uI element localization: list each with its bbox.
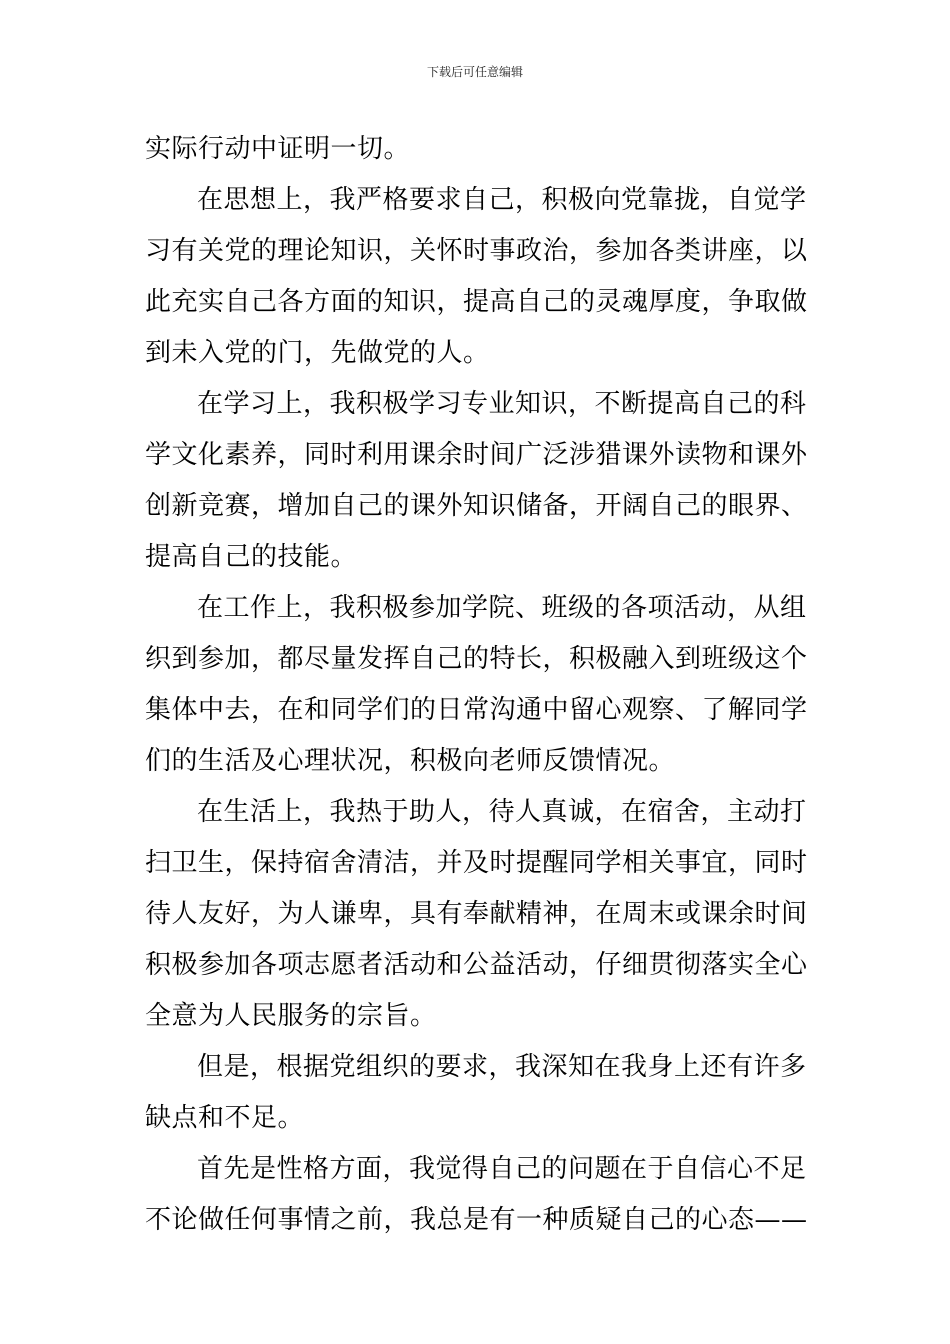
- paragraph-first-line: 首先是性格方面，我觉得自己的问题在于自信心不足: [197, 1154, 807, 1184]
- text-line: 待人友好，为人谦卑，具有奉献精神，在周末或课余时间: [145, 899, 808, 929]
- paragraph-first-line: 但是，根据党组织的要求，我深知在我身上还有许多: [197, 1052, 807, 1082]
- text-line: 提高自己的技能。: [145, 542, 358, 572]
- paragraph-first-line: 在工作上，我积极参加学院、班级的各项活动，从组: [197, 593, 807, 623]
- text-line: 扫卫生，保持宿舍清洁，并及时提醒同学相关事宜，同时: [145, 848, 808, 878]
- text-line: 缺点和不足。: [145, 1103, 305, 1133]
- text-line: 实际行动中证明一切。: [145, 134, 411, 164]
- text-line: 创新竞赛，增加自己的课外知识储备，开阔自己的眼界、: [145, 491, 808, 521]
- document-body: [145, 124, 810, 1246]
- text-line: 集体中去，在和同学们的日常沟通中留心观察、了解同学: [145, 695, 808, 725]
- paragraph-first-line: 在思想上，我严格要求自己，积极向党靠拢，自觉学: [197, 185, 807, 215]
- text-line: 学文化素养，同时利用课余时间广泛涉猎课外读物和课外: [145, 440, 808, 470]
- paragraph-first-line: 在学习上，我积极学习专业知识，不断提高自己的科: [197, 389, 807, 419]
- page-header: 下载后可任意编辑: [426, 65, 523, 79]
- text-line: 织到参加，都尽量发挥自己的特长，积极融入到班级这个: [145, 644, 808, 674]
- text-line: 不论做任何事情之前，我总是有一种质疑自己的心态——: [145, 1205, 808, 1235]
- text-line: 此充实自己各方面的知识，提高自己的灵魂厚度，争取做: [145, 287, 808, 317]
- paragraph-first-line: 在生活上，我热于助人，待人真诚，在宿舍，主动打: [197, 797, 807, 827]
- text-line: 到未入党的门，先做党的人。: [145, 338, 490, 368]
- text-line: 们的生活及心理状况，积极向老师反馈情况。: [145, 746, 676, 776]
- text-line: 习有关党的理论知识，关怀时事政治，参加各类讲座，以: [145, 236, 808, 266]
- text-line: 全意为人民服务的宗旨。: [145, 1001, 437, 1031]
- text-line: 积极参加各项志愿者活动和公益活动，仔细贯彻落实全心: [145, 950, 808, 980]
